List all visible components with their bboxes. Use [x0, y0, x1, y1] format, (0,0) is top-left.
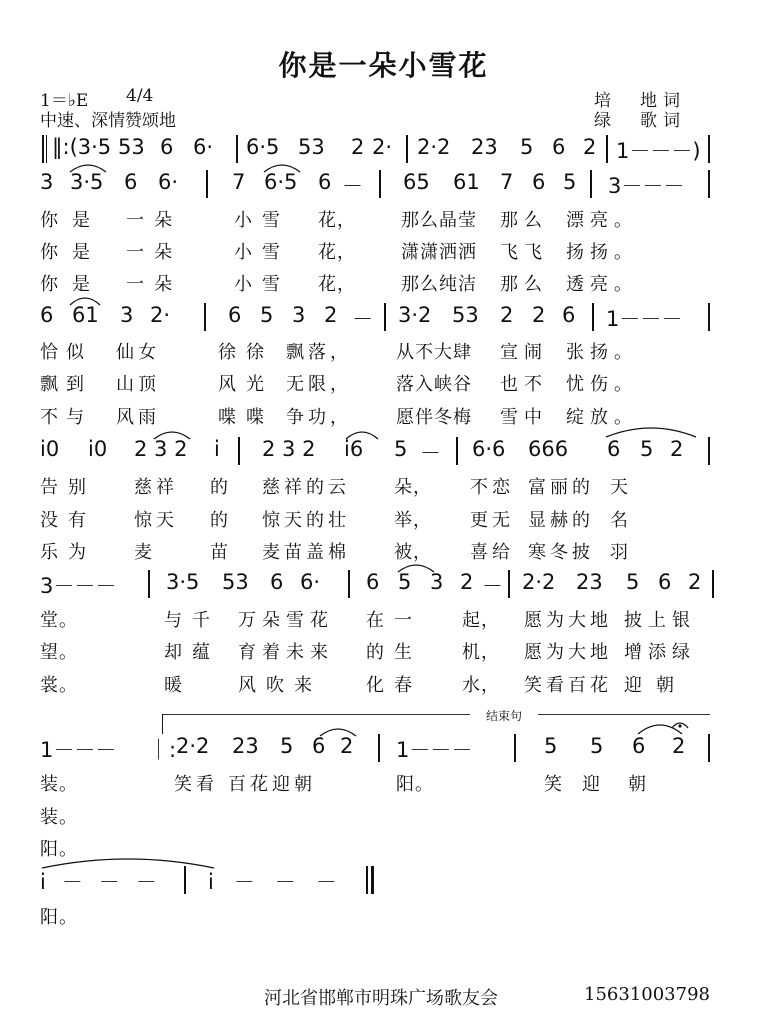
- lyric-word: 一朵: [126, 274, 182, 295]
- note: 2: [672, 734, 686, 758]
- note: 6: [562, 303, 576, 327]
- lyric-word: 望。: [40, 642, 78, 663]
- barline: [708, 437, 710, 465]
- note: 3: [120, 303, 134, 327]
- note: 6: [124, 170, 138, 194]
- lyric-word: 机，: [462, 642, 500, 663]
- notation-system-2: [0, 170, 767, 206]
- lyric-line: [0, 238, 767, 268]
- barline: [406, 135, 408, 163]
- lyric-word: 笑: [544, 774, 563, 795]
- lyric-word: 被，: [394, 542, 432, 563]
- lyric-line: [0, 835, 767, 865]
- lyric-word: 喜给: [470, 542, 514, 563]
- lyric-word: 不恋: [470, 477, 514, 498]
- note-group: ‖:(3·5: [52, 135, 112, 159]
- lyric-line: [0, 606, 767, 636]
- note: 2: [351, 135, 365, 159]
- note: 5: [394, 437, 408, 461]
- footer-phone: 15631003798: [584, 984, 710, 1005]
- lyric-word: 化春: [366, 675, 422, 696]
- note-group: 666: [528, 437, 569, 461]
- note: 2: [670, 437, 684, 461]
- lyric-word: 麦苗盖棉: [262, 542, 350, 563]
- footer-organization: 河北省邯郸市明珠广场歌友会: [264, 988, 498, 1009]
- note: 5: [590, 734, 604, 758]
- lyric-word: 的生: [366, 642, 422, 663]
- note-group: 1－－－: [40, 738, 117, 762]
- lyric-word: 不与: [40, 407, 92, 428]
- lyric-word: 花，: [318, 274, 356, 295]
- lyric-line: [0, 473, 767, 503]
- ending-bracket-hook: [162, 714, 163, 734]
- note: 2: [500, 303, 514, 327]
- lyric-word: 那么: [500, 210, 548, 231]
- lyric-word: 雪中: [500, 407, 548, 428]
- lyric-word: 育着未来: [238, 642, 334, 663]
- note: 5: [280, 734, 294, 758]
- lyric-line: [0, 538, 767, 568]
- note: 5: [520, 135, 534, 159]
- ending-bracket-line: [538, 714, 710, 715]
- note: 6: [632, 734, 646, 758]
- note-group: i0: [40, 437, 60, 461]
- barline: [590, 170, 592, 198]
- note-group: i－－－: [40, 870, 173, 894]
- barline: [592, 303, 594, 331]
- note: 6: [40, 303, 54, 327]
- lyric-word: 惊天: [134, 510, 178, 531]
- note-group: i0: [88, 437, 108, 461]
- song-title: 你是一朵小雪花: [278, 49, 489, 82]
- lyric-word: 愿为大地: [524, 610, 612, 631]
- notation-system-4: [0, 437, 767, 473]
- final-barline-thick: [371, 866, 374, 894]
- lyric-word: 那么晶莹: [401, 210, 477, 231]
- ending-label: 结束句: [486, 709, 523, 723]
- lyric-word: 笑看百花: [524, 675, 612, 696]
- lyric-word: 也不: [500, 374, 548, 395]
- note-group: 3－－－: [40, 574, 117, 598]
- lyric-word: 那么纯洁: [401, 274, 477, 295]
- note: 6: [552, 135, 566, 159]
- note-group: 53: [222, 570, 249, 594]
- lyric-word: 仙女: [116, 342, 160, 363]
- lyric-word: 显赫的: [528, 510, 594, 531]
- lyric-word: 飘到: [40, 374, 92, 395]
- notation-system-3: [0, 303, 767, 339]
- note: 7: [500, 170, 514, 194]
- note-group: 6·6: [472, 437, 506, 461]
- lyric-word: 风吹来: [238, 675, 322, 696]
- barline: [708, 303, 710, 331]
- lyric-word: 一朵: [126, 242, 182, 263]
- lyric-word: 装。: [40, 807, 78, 828]
- lyric-word: 麦: [134, 542, 156, 563]
- lyric-word: 是: [72, 210, 91, 231]
- note: 5: [398, 570, 412, 594]
- lyric-word: 举，: [394, 510, 432, 531]
- lyric-word: 乐为: [40, 542, 96, 563]
- lyric-line: [0, 403, 767, 433]
- lyric-word: 迎: [582, 774, 601, 795]
- barline: [378, 734, 380, 762]
- note-group: 23: [576, 570, 603, 594]
- lyric-word: 你: [40, 242, 59, 263]
- lyric-word: 百花迎朝: [228, 774, 316, 795]
- note-group: 53: [298, 135, 325, 159]
- lyric-word: 那么: [500, 274, 548, 295]
- lyric-word: 阳。: [40, 907, 78, 928]
- note: 6·: [193, 135, 214, 159]
- lyric-line: [0, 903, 767, 933]
- note: 6: [607, 437, 621, 461]
- lyric-line: [0, 671, 767, 701]
- lyric-word: 你: [40, 274, 59, 295]
- lyric-word: 徐徐: [218, 342, 274, 363]
- repeat-start-barline-thin: [46, 135, 47, 163]
- lyric-word: 透亮。: [566, 274, 638, 295]
- lyric-word: 惊天的壮: [262, 510, 350, 531]
- note-group: 1－－－: [396, 738, 473, 762]
- lyric-word: 披上银: [624, 610, 696, 631]
- lyric-word: 没有: [40, 510, 96, 531]
- lyric-word: 愿为大地: [524, 642, 612, 663]
- note: 5: [626, 570, 640, 594]
- barline: [456, 437, 458, 465]
- note: 7: [232, 170, 246, 194]
- note-group: 3－－－: [608, 174, 685, 198]
- note: 2: [688, 570, 702, 594]
- note: i: [214, 437, 220, 461]
- note: 6·: [158, 170, 179, 194]
- note-group: 2·2: [522, 570, 556, 594]
- tempo-marking: 中速、深情赞颂地: [40, 111, 176, 131]
- lyric-word: 笑看: [174, 774, 218, 795]
- lyric-word: 迎朝: [624, 675, 688, 696]
- note-group: 3·5: [166, 570, 200, 594]
- note: 6: [658, 570, 672, 594]
- notation-system-1: [0, 135, 767, 171]
- note-group: 1－－－): [616, 139, 701, 163]
- note-group: 23: [232, 734, 259, 758]
- note: －: [420, 441, 441, 465]
- lyric-word: 无限，: [286, 374, 352, 395]
- barline: [148, 570, 150, 598]
- lyric-word: 愿伴冬梅: [396, 407, 472, 428]
- lyric-word: 暖: [164, 675, 192, 696]
- note: 2: [460, 570, 474, 594]
- lyric-word: 名: [610, 510, 629, 531]
- lyric-word: 慈祥: [134, 477, 178, 498]
- lyric-line: [0, 338, 767, 368]
- note: 6: [366, 570, 380, 594]
- lyric-word: 张扬。: [566, 342, 638, 363]
- lyric-word: 喋喋: [218, 407, 274, 428]
- note-group: 53: [452, 303, 479, 327]
- note-group: 61: [72, 303, 99, 327]
- lyric-word: 裳。: [40, 675, 78, 696]
- lyric-word: 花，: [318, 210, 356, 231]
- repeat-end-sign: ｜:: [148, 738, 177, 762]
- lyric-word: 小雪: [234, 242, 290, 263]
- lyric-word: 风光: [218, 374, 274, 395]
- lyric-word: 落入峡谷: [396, 374, 472, 395]
- note: 2·: [150, 303, 171, 327]
- lyric-word: 一朵: [126, 210, 182, 231]
- lyric-word: 增添绿: [624, 642, 696, 663]
- lyric-word: 告别: [40, 477, 96, 498]
- lyric-word: 小雪: [234, 274, 290, 295]
- barline: [238, 437, 240, 465]
- lyric-word: 在一: [366, 610, 422, 631]
- note: 6: [160, 135, 174, 159]
- note-group: 2·2: [417, 135, 451, 159]
- note: 2·: [372, 135, 393, 159]
- notation-system-5: [0, 570, 767, 606]
- lyric-word: 花，: [318, 242, 356, 263]
- lyric-word: 堂。: [40, 610, 78, 631]
- lyric-word: 从不大肆: [396, 342, 472, 363]
- note: 5: [544, 734, 558, 758]
- lyric-word: 苗: [210, 542, 229, 563]
- note: 6: [312, 734, 326, 758]
- lyric-word: 忧伤。: [566, 374, 638, 395]
- barline: [206, 170, 208, 198]
- note: 2: [583, 135, 597, 159]
- lyric-word: 却蕴: [164, 642, 220, 663]
- fermata-icon: [670, 718, 690, 730]
- lyric-line: [0, 638, 767, 668]
- lyric-word: 漂亮。: [566, 210, 638, 231]
- barline: [708, 135, 710, 163]
- lyric-word: 山顶: [116, 374, 160, 395]
- note: 2: [532, 303, 546, 327]
- barline: [606, 135, 608, 163]
- lyric-line: [0, 270, 767, 300]
- note: 6: [270, 570, 284, 594]
- lyric-word: 寒冬披: [528, 542, 594, 563]
- lyric-word: 装。: [40, 774, 78, 795]
- note: －: [482, 574, 503, 598]
- lyricist-credit: 培 地词: [594, 91, 686, 111]
- final-barline-thin: [366, 866, 368, 894]
- barline: [236, 135, 238, 163]
- lyric-word: 万朵雪花: [238, 610, 334, 631]
- note-group: 3·2: [398, 303, 432, 327]
- notation-system-7: [0, 866, 767, 902]
- lyric-word: 水，: [462, 675, 500, 696]
- lyric-line: [0, 770, 767, 800]
- barline: [508, 570, 510, 598]
- barline: [348, 570, 350, 598]
- note: 5: [563, 170, 577, 194]
- note: －: [352, 307, 373, 331]
- lyric-word: 天: [610, 477, 629, 498]
- note: 5: [640, 437, 654, 461]
- note: 3: [40, 170, 54, 194]
- note-group: 2 3 2: [262, 437, 316, 461]
- time-signature: 4/4: [126, 86, 154, 106]
- note: －: [342, 174, 363, 198]
- lyric-word: 飞飞: [500, 242, 548, 263]
- lyric-word: 阳。: [40, 839, 78, 860]
- barline: [204, 303, 206, 331]
- lyric-word: 朝: [628, 774, 647, 795]
- note-group: 1－－－: [606, 307, 683, 331]
- note: 2: [324, 303, 338, 327]
- lyric-word: 更无: [470, 510, 514, 531]
- lyric-word: 起，: [462, 610, 500, 631]
- lyric-word: 的: [210, 477, 229, 498]
- barline: [708, 170, 710, 198]
- ending-bracket-line: [162, 714, 470, 715]
- barline: [712, 570, 714, 598]
- note-group: 61: [453, 170, 480, 194]
- key-signature: 1＝♭E: [40, 91, 89, 111]
- lyric-word: 慈祥的云: [262, 477, 350, 498]
- lyric-word: 争功，: [286, 407, 352, 428]
- lyric-word: 小雪: [234, 210, 290, 231]
- barline: [708, 734, 710, 762]
- note-group: 23: [471, 135, 498, 159]
- note-group: i－－－: [208, 870, 357, 894]
- lyric-word: 朵，: [394, 477, 432, 498]
- note-group: 6·5: [246, 135, 280, 159]
- note: 2: [340, 734, 354, 758]
- lyric-word: 与千: [164, 610, 220, 631]
- lyric-line: [0, 370, 767, 400]
- lyric-word: 风雨: [116, 407, 160, 428]
- note: 6: [228, 303, 242, 327]
- lyric-word: 富丽的: [528, 477, 594, 498]
- note: 3: [430, 570, 444, 594]
- note-group: 2 3 2: [134, 437, 188, 461]
- lyric-word: 是: [72, 274, 91, 295]
- lyric-word: 绽放。: [566, 407, 638, 428]
- lyric-word: 恰似: [40, 342, 92, 363]
- notation-system-6: [0, 734, 767, 770]
- barline: [379, 170, 381, 198]
- note: 6·: [300, 570, 321, 594]
- note: 5: [260, 303, 274, 327]
- note-group: 65: [403, 170, 430, 194]
- note-group: 53: [118, 135, 145, 159]
- lyric-word: 阳。: [396, 774, 434, 795]
- note-group: i6: [344, 437, 364, 461]
- note-group: 2·2: [176, 734, 210, 758]
- lyric-word: 是: [72, 242, 91, 263]
- lyric-word: 扬扬。: [566, 242, 638, 263]
- lyric-word: 的: [210, 510, 229, 531]
- lyric-line: [0, 803, 767, 833]
- composer-credit: 绿 歌词: [594, 111, 686, 131]
- note: 6: [318, 170, 332, 194]
- barline: [184, 866, 186, 894]
- lyric-word: 宣闹: [500, 342, 548, 363]
- lyric-line: [0, 506, 767, 536]
- lyric-line: [0, 206, 767, 236]
- repeat-start-barline: [42, 135, 44, 163]
- note-group: 3·5: [70, 170, 104, 194]
- note: 3: [292, 303, 306, 327]
- lyric-word: 潇潇洒洒: [401, 242, 477, 263]
- lyric-word: 飘落，: [286, 342, 352, 363]
- note: 6: [532, 170, 546, 194]
- note-group: 6·5: [264, 170, 298, 194]
- lyric-word: 羽: [610, 542, 629, 563]
- lyric-word: 你: [40, 210, 59, 231]
- barline: [384, 303, 386, 331]
- barline: [514, 734, 516, 762]
